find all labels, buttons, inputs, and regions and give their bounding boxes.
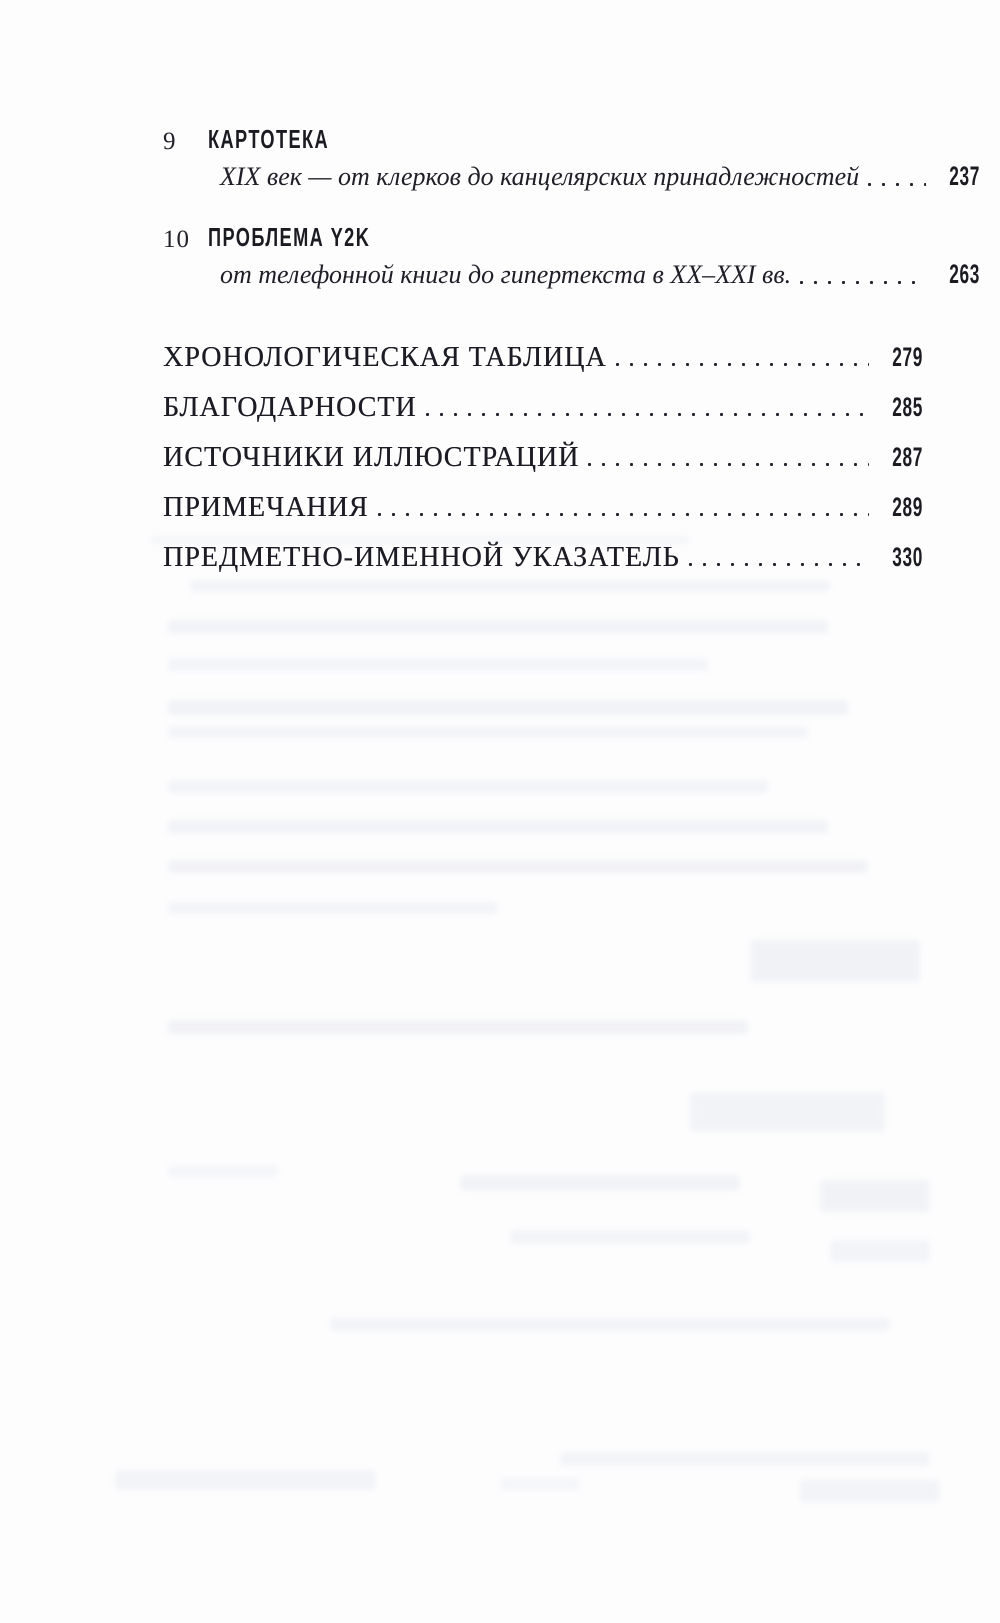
showthrough-artifact [750,940,920,982]
chapter-page-number: 237 [949,161,980,191]
toc-backmatter-row [163,542,923,572]
toc-chapter-entry-10 [163,222,923,255]
chapter-number: 10 [163,226,190,253]
chapter-title: КАРТОТЕКА [208,124,330,154]
showthrough-artifact [168,1020,748,1034]
showthrough-artifact [830,1240,930,1262]
showthrough-artifact [560,1452,930,1466]
dot-leader [615,362,869,367]
backmatter-label: ХРОНОЛОГИЧЕСКАЯ ТАБЛИЦА [163,342,607,373]
chapter-subtitle: XIX век — от клерков до канцелярских принадлежностей [220,162,860,191]
toc-chapter-entry-9 [163,124,923,157]
toc-chapter-subtitle-row-9 [163,160,980,194]
showthrough-artifact [168,780,768,793]
showthrough-artifact [115,1470,375,1490]
showthrough-artifact [168,902,498,914]
backmatter-page-number: 330 [892,542,923,572]
backmatter-page-number: 289 [892,492,923,522]
toc-backmatter-row [163,342,923,372]
dot-leader [425,412,869,417]
showthrough-artifact [460,1175,740,1191]
chapter-title: ПРОБЛЕМА Y2K [208,222,371,252]
backmatter-label: ПРЕДМЕТНО-ИМЕННОЙ УКАЗАТЕЛЬ [163,542,680,573]
dot-leader [688,562,869,567]
toc-chapter-subtitle-row-10 [163,258,980,292]
toc-back-matter-list [163,342,923,592]
backmatter-label: БЛАГОДАРНОСТИ [163,392,417,423]
dot-leader [799,280,926,285]
showthrough-artifact [500,1478,580,1490]
showthrough-artifact [800,1480,940,1502]
backmatter-page-number: 287 [892,442,923,472]
showthrough-artifact [168,658,708,671]
backmatter-page-number: 279 [892,342,923,372]
backmatter-page-number: 285 [892,392,923,422]
showthrough-artifact [168,860,868,873]
dot-leader [377,512,869,517]
toc-backmatter-row [163,442,923,472]
backmatter-label: ПРИМЕЧАНИЯ [163,492,369,523]
showthrough-artifact [168,620,828,634]
dot-leader [867,182,926,187]
chapter-subtitle: от телефонной книги до гипертекста в XX–XXI вв. [220,260,792,289]
backmatter-label: ИСТОЧНИКИ ИЛЛЮСТРАЦИЙ [163,442,580,473]
showthrough-artifact [510,1230,750,1244]
showthrough-artifact [168,1165,278,1177]
showthrough-artifact [168,700,848,715]
toc-backmatter-row [163,392,923,422]
toc-backmatter-row [163,492,923,522]
showthrough-artifact [820,1180,930,1212]
showthrough-artifact [330,1318,890,1331]
showthrough-artifact [690,1092,885,1132]
showthrough-artifact [168,820,828,834]
showthrough-artifact [168,726,808,738]
chapter-page-number: 263 [949,259,980,289]
dot-leader [587,462,869,467]
chapter-number: 9 [163,128,177,155]
